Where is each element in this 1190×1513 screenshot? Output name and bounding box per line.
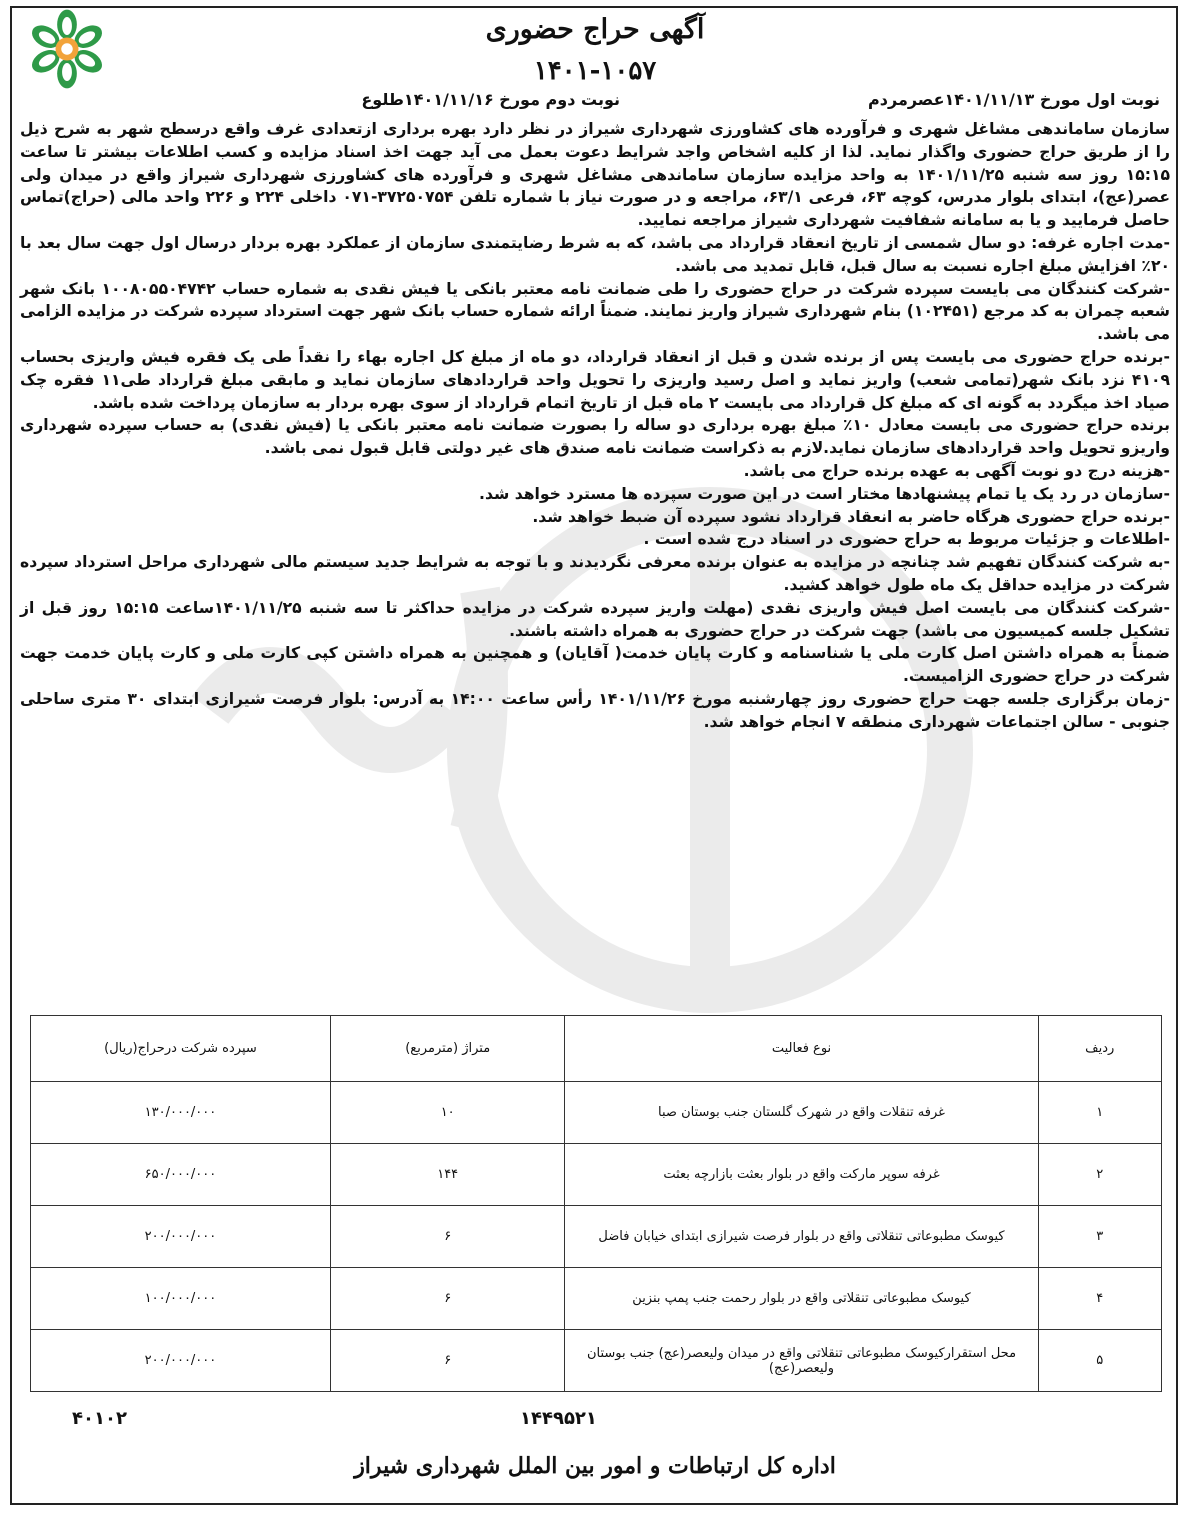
activity-type: محل استقرارکیوسک مطبوعاتی تنقلاتی واقع در میدان ولیعصر(عج) جنب بوستان ولیعصر(عج) bbox=[565, 1330, 1038, 1392]
session-time-paragraph: -زمان برگزاری جلسه جهت حراج حضوری روز چهارشنبه مورخ ۱۴۰۱/۱۱/۲۶ رأس ساعت ۱۴:۰۰ به آدرس: بلوار فرصت شیرازی ابتدای ۳۰ متری ساحلی جنوبی - سالن اجتماعات شهرداری منطقه ۷ انجام خواهد شد. bbox=[20, 689, 1170, 731]
id-documents-paragraph: ضمناً به همراه داشتن اصل کارت ملی یا شناسنامه و کارت پایان خدمت( آقایان) و همچنین به همراه داشتن کپی کارت ملی و کارت پایان خدمت جهت شرکت در حراج حضوری الزامیست. bbox=[20, 644, 1170, 686]
header-row-number: ردیف bbox=[1038, 1016, 1161, 1082]
refund-paragraph: -به شرکت کنندگان تفهیم شد چنانچه در مزایده به عنوان برنده معرفی نگردیدند و با توجه به شرایط جدید سیستم مالی شهرداری مراحل استرداد سپرده شرکت در مزایده حداقل یک ماه طول خواهد کشید. bbox=[20, 553, 1170, 594]
deposit: ۲۰۰/۰۰۰/۰۰۰ bbox=[31, 1330, 331, 1392]
header-deposit: سپرده شرکت درحراج(ریال) bbox=[31, 1016, 331, 1082]
table-row bbox=[31, 1268, 1162, 1330]
forfeit-paragraph: -برنده حراج حضوری هرگاه حاضر به انعقاد قرارداد نشود سپرده آن ضبط خواهد شد. bbox=[532, 507, 1170, 526]
details-paragraph: -اطلاعات و جزئیات مربوط به حراج حضوری در اسناد درج شده است . bbox=[643, 530, 1170, 549]
area: ۶ bbox=[330, 1206, 565, 1268]
row-number: ۲ bbox=[1038, 1144, 1161, 1206]
header-activity-type: نوع فعالیت bbox=[565, 1016, 1038, 1082]
deposit: ۶۵۰/۰۰۰/۰۰۰ bbox=[31, 1144, 331, 1206]
deposit-paragraph: -شرکت کنندگان می بایست سپرده شرکت در حراج حضوری را طی ضمانت نامه معتبر بانکی یا فیش نقدی به شماره حساب ۱۰۰۸۰۵۵۰۴۷۴۲ بانک شهر شعبه چمران به کد مرجع (۱۰۲۴۵۱) بنام شهرداری شیراز واریز نمایند. ضمناً ارائه شماره حساب بانک شهر جهت استرداد سپرده شرکت در مزایده الزامی می باشد. bbox=[20, 279, 1170, 344]
lease-term-paragraph: -مدت اجاره غرفه: دو سال شمسی از تاریخ انعقاد قرارداد می باشد، که به شرط رضایتمندی سازمان از عملکرد بهره بردار درسال اول جهت سال بعد با ۲۰٪ افزایش مبلغ اجاره نسبت به سال قبل، قابل تمدید می باشد. bbox=[20, 233, 1170, 275]
intro-paragraph: سازمان ساماندهی مشاغل شهری و فرآورده های کشاورزی شهرداری شیراز در نظر دارد بهره برداری ازتعدادی غرف واقع درسطح شهر به شرح ذیل را از طریق حراج حضوری واگذار نماید. لذا از کلیه اشخاص واجد شرایط دعوت بعمل می آید جهت اخذ اسناد مزایده و کسب اطلاعات بیشتر تا ساعت ۱۵:۱۵ روز سه شنبه ۱۴۰۱/۱۱/۲۵ به واحد مزایده سازمان ساماندهی مشاغل شهری و فرآورده های کشاورزی شهرداری شیراز واقع در میدان ولی عصر(عج)، ابتدای بلوار مدرس، کوچه ۶۳، فرعی ۶۳/۱، مراجعه و در صورت نیاز با شماره تلفن ۳۷۲۵۰۷۵۴-۰۷۱ داخلی ۲۲۴ و ۲۲۶ واحد مالی (حراج)تماس حاصل فرمایید و یا به سامانه شفافیت شهرداری شیراز مراجعه نمایید. bbox=[20, 120, 1170, 230]
table-row bbox=[31, 1082, 1162, 1144]
table-row bbox=[31, 1206, 1162, 1268]
deposit: ۱۰۰/۰۰۰/۰۰۰ bbox=[31, 1268, 331, 1330]
footer-code-middle: ۱۴۴۹۵۲۱ bbox=[520, 1408, 597, 1429]
deposit: ۲۰۰/۰۰۰/۰۰۰ bbox=[31, 1206, 331, 1268]
receipt-paragraph: -شرکت کنندگان می بایست اصل فیش واریزی نقدی (مهلت واریز سپرده شرکت در مزایده حداکثر تا سه شنبه ۱۴۰۱/۱۱/۲۵ساعت ۱۵:۱۵ روز قبل از تشکیل جلسه کمیسیون می باشد) جهت شرکت در حراج حضوری به همراه داشته باشند. bbox=[20, 598, 1170, 640]
first-publish-date: نوبت اول مورخ ۱۴۰۱/۱۱/۱۳عصرمردم bbox=[868, 90, 1160, 109]
area: ۶ bbox=[330, 1330, 565, 1392]
row-number: ۴ bbox=[1038, 1268, 1161, 1330]
notice-body bbox=[20, 118, 1170, 734]
publish-dates bbox=[30, 90, 1160, 116]
area: ۱۰ bbox=[330, 1082, 565, 1144]
auction-items-table bbox=[30, 1015, 1162, 1392]
table-row bbox=[31, 1144, 1162, 1206]
table-header-row bbox=[31, 1016, 1162, 1082]
activity-type: کیوسک مطبوعاتی تنقلاتی واقع در بلوار رحمت جنب پمپ بنزین bbox=[565, 1268, 1038, 1330]
second-publish-date: نوبت دوم مورخ ۱۴۰۱/۱۱/۱۶طلوع bbox=[361, 90, 620, 109]
table-row bbox=[31, 1330, 1162, 1392]
row-number: ۵ bbox=[1038, 1330, 1161, 1392]
notice-number: ۱۴۰۱-۱۰۵۷ bbox=[533, 56, 657, 86]
notice-title: آگهی حراج حضوری bbox=[485, 14, 705, 45]
ad-cost-paragraph: -هزینه درج دو نوبت آگهی به عهده برنده حراج می باشد. bbox=[743, 461, 1170, 480]
activity-type: غرفه تنقلات واقع در شهرک گلستان جنب بوستان صبا bbox=[565, 1082, 1038, 1144]
publisher-signature: اداره کل ارتباطات و امور بین الملل شهرداری شیراز bbox=[354, 1453, 836, 1479]
row-number: ۳ bbox=[1038, 1206, 1161, 1268]
activity-type: کیوسک مطبوعاتی تنقلاتی واقع در بلوار فرصت شیرازی ابتدای خیابان فاضل bbox=[565, 1206, 1038, 1268]
header-area: متراژ (مترمربع) bbox=[330, 1016, 565, 1082]
shiraz-municipality-logo-icon bbox=[26, 8, 108, 90]
area: ۱۴۴ bbox=[330, 1144, 565, 1206]
area: ۶ bbox=[330, 1268, 565, 1330]
rejection-paragraph: -سازمان در رد یک یا تمام پیشنهادها مختار است در این صورت سپرده ها مسترد خواهد شد. bbox=[479, 484, 1170, 503]
payment-paragraph: -برنده حراج حضوری می بایست پس از برنده شدن و قبل از انعقاد قرارداد، دو ماه از مبلغ کل اجاره بهاء را نقداً طی یک فقره فیش واریزی بحساب ۴۱۰۹ نزد بانک شهر(تمامی شعب) واریز نماید و اصل رسید واریزی را تحویل واحد قراردادهای سازمان نماید و مابقی مبلغ قرارداد طی۱۱ فقره چک صیاد اخذ میگردد به گونه ای که مبلغ کل قرارداد می بایست ۲ ماه قبل از تاریخ اتمام قرارداد از سوی بهره بردار به سازمان پرداخت شده باشد. bbox=[20, 347, 1170, 412]
activity-type: غرفه سوپر مارکت واقع در بلوار بعثت بازارچه بعثت bbox=[565, 1144, 1038, 1206]
row-number: ۱ bbox=[1038, 1082, 1161, 1144]
guarantee-paragraph: برنده حراج حضوری می بایست معادل ۱۰٪ مبلغ بهره برداری دو ساله را بصورت ضمانت نامه معتبر بانکی یا (فیش نقدی) به حساب سپرده شهرداری واریزو تحویل واحد قراردادهای سازمان نماید.لازم به ذکراست ضمانت نامه صندق های غیر دولتی قابل قبول نمی باشد. bbox=[20, 416, 1170, 458]
footer-code-left: ۴۰۱۰۲ bbox=[72, 1408, 127, 1429]
deposit: ۱۳۰/۰۰۰/۰۰۰ bbox=[31, 1082, 331, 1144]
